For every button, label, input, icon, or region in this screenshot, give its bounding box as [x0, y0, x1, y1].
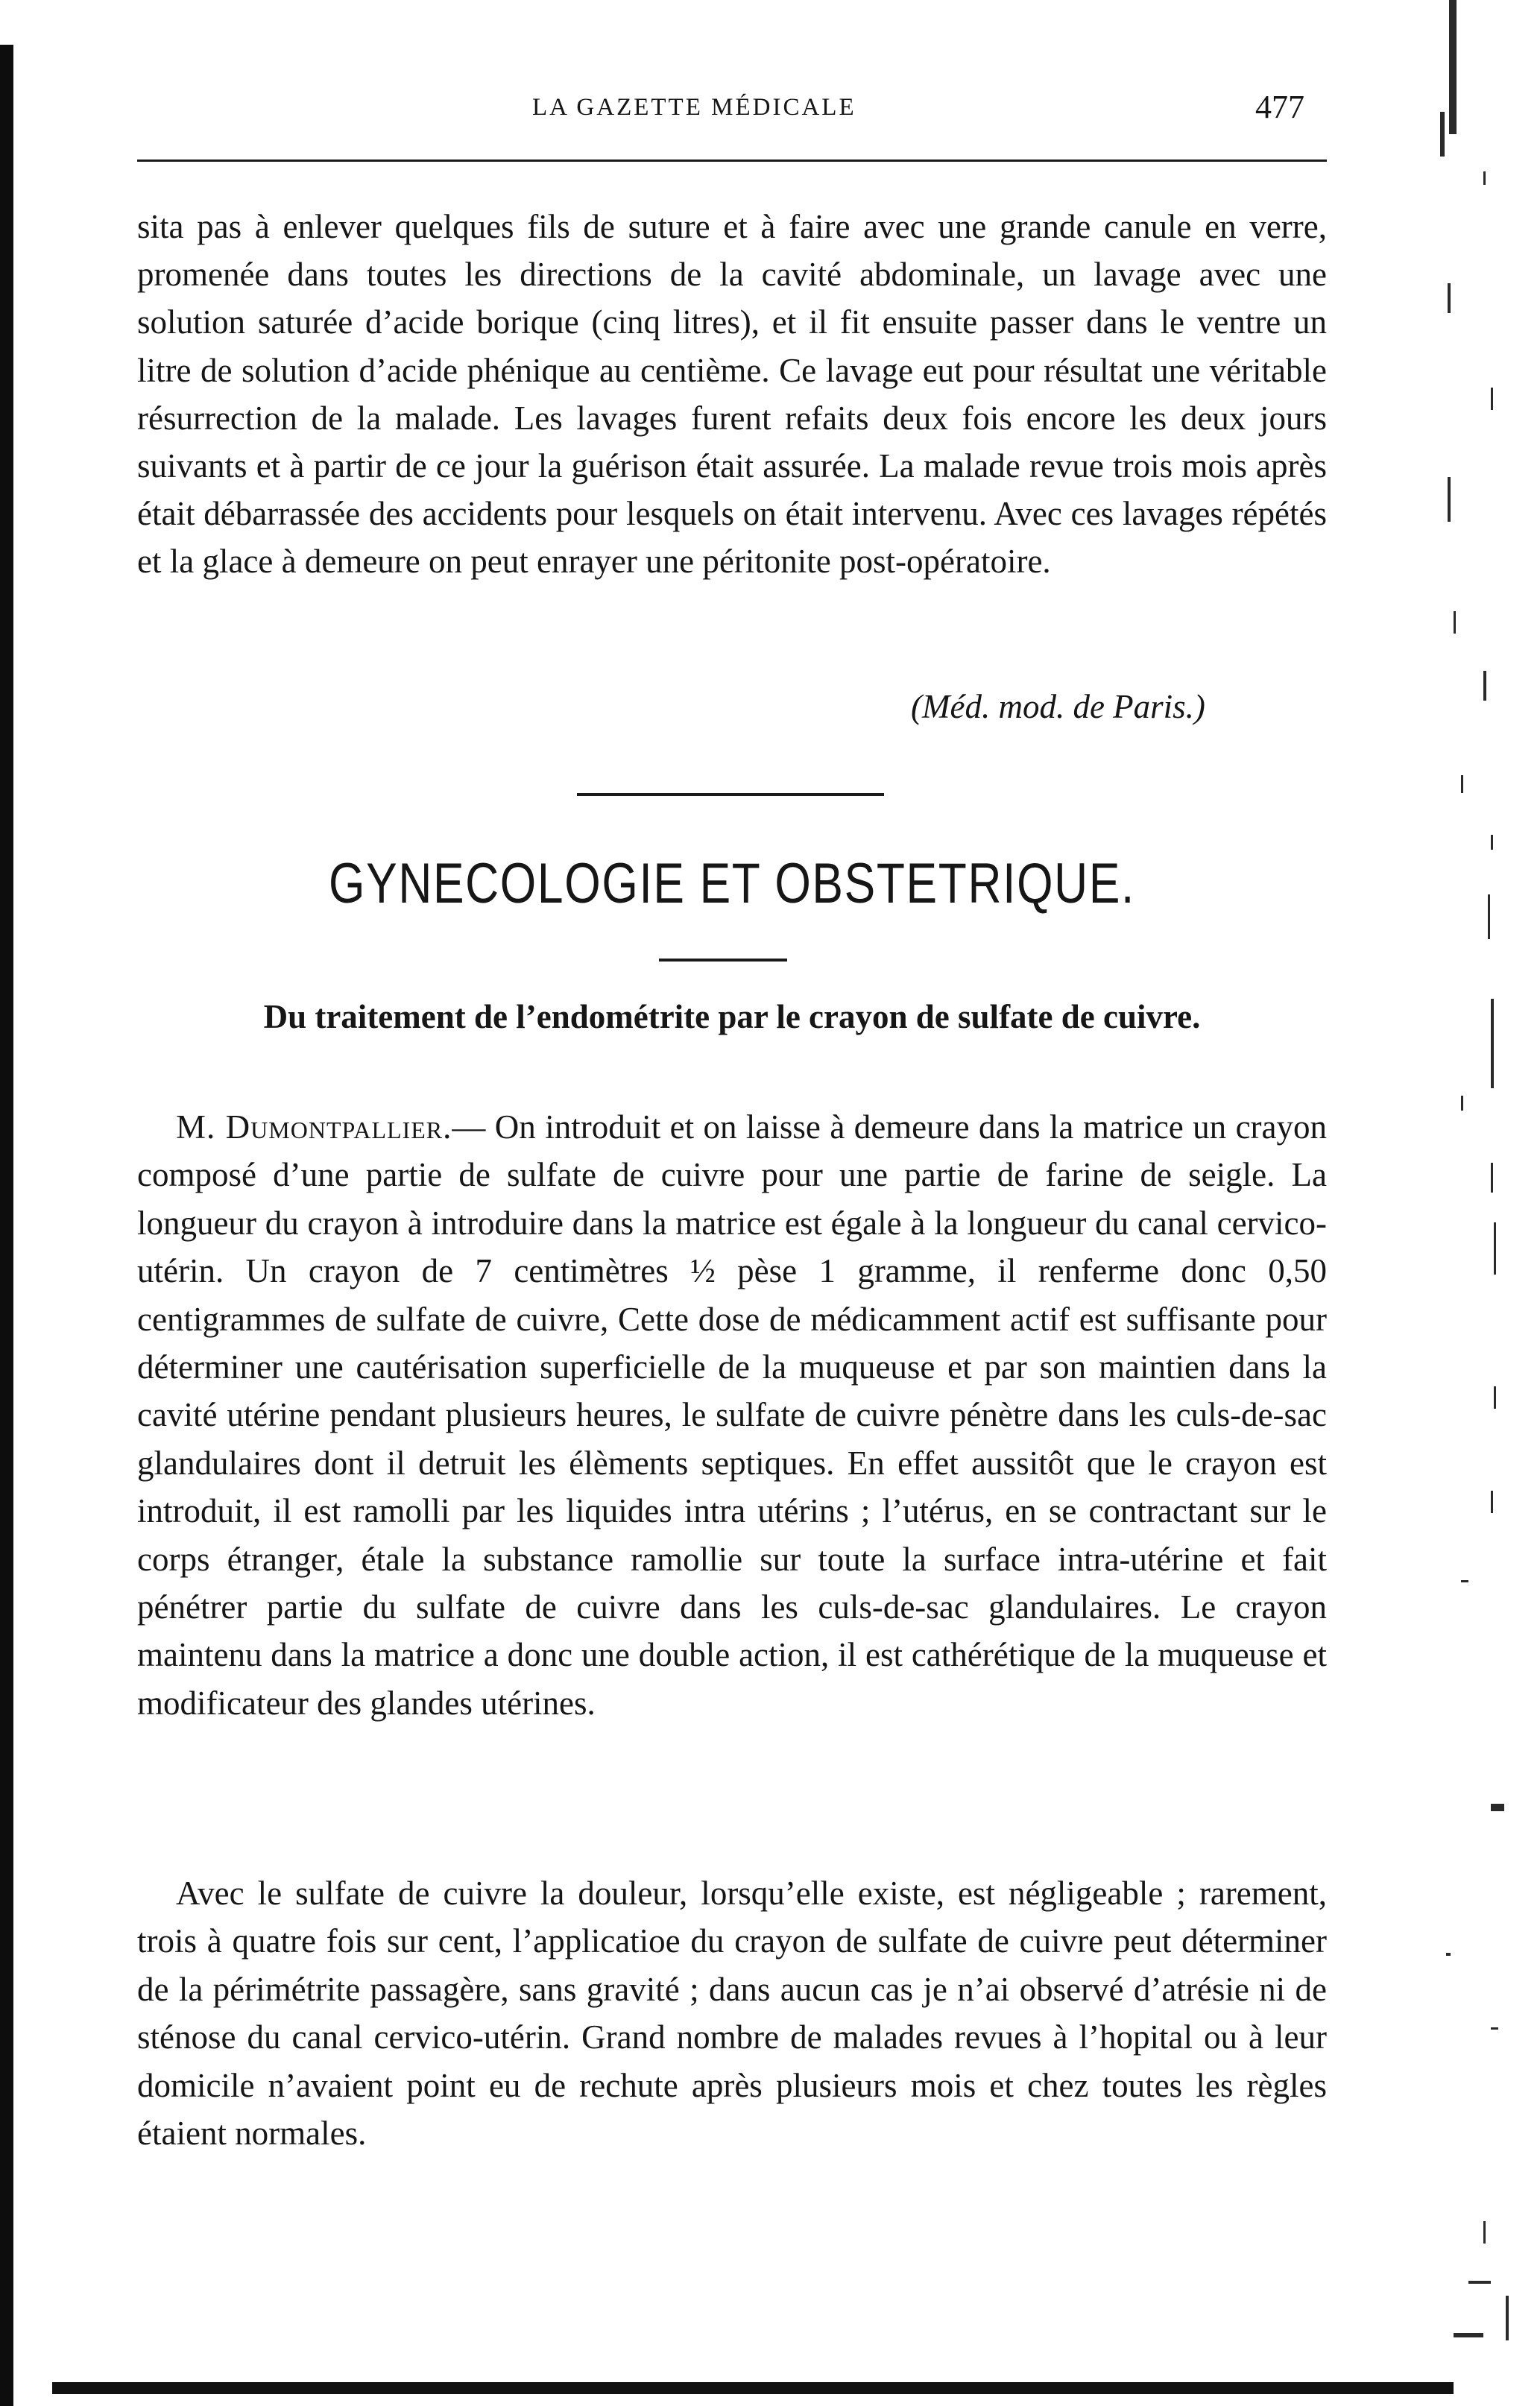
- scan-edge-bottom: [52, 2382, 1454, 2394]
- source-citation: (Méd. mod. de Paris.): [911, 688, 1205, 725]
- header-rule: [137, 160, 1327, 162]
- article-author: M. Dumontpallier.: [176, 1108, 452, 1146]
- article-paragraph-1: [137, 1103, 1327, 1727]
- scan-edge-right: [1439, 0, 1540, 2406]
- section-title: GYNECOLOGIE ET OBSTETRIQUE.: [328, 852, 1135, 915]
- section-divider-bottom: [659, 959, 787, 962]
- article-paragraph-2-text: Avec le sulfate de cuivre la douleur, lorsqu’elle existe, est négligeable ; rarement, trois à quatre fois sur cent, l’applicatioe du crayon de sulfate de cuivre peut déterminer de la périmétrite passagère, sans gravité ; dans aucun cas je n’ai observé d’atrésie ni de sténose du canal cervico-utérin. Grand nombre de malades revues à l’hopital ou à leur domicile n’avaient point eu de rechute après plusieurs mois et chez toutes les règles étaient normales.: [137, 1875, 1327, 2153]
- article-paragraph-1-text: — On introduit et on laisse à demeure dans la matrice un crayon composé d’une partie de sulfate de cuivre pour une partie de farine de seigle. La longueur du crayon à introduire dans la matrice est égale à la longueur du canal cervico-utérin. Un crayon de 7 centimètres ½ pèse 1 gramme, il renferme donc 0,50 centigrammes de sulfate de cuivre, Cette dose de médicamment actif est suffisante pour déterminer une cautérisation superficielle de la muqueuse et par son maintien dans la cavité utérine pendant plusieurs heures, le sulfate de cuivre pénètre dans les culs-de-sac glandulaires dont il detruit les élèments septiques. En effet aussitôt que le crayon est introduit, il est ramolli par les liquides intra utérins ; l’utérus, en se contractant sur le corps étranger, étale la substance ramollie sur toute la surface intra-utérine et fait pénétrer partie du sulfate de cuivre dans les culs-de-sac glandulaires. Le crayon maintenu dans la matrice a donc une double action, il est cathérétique de la muqueuse et modificateur des glandes utérines.: [137, 1108, 1327, 1722]
- intro-paragraph: sita pas à enlever quelques fils de suture et à faire avec une grande canule en verre, promenée dans toutes les directions de la cavité abdominale, un lavage avec une solution saturée d’acide borique (cinq litres), et il fit ensuite passer dans le ventre un litre de solution d’acide phénique au centième. Ce lavage eut pour résultat une véritable résurrection de la malade. Les lavages furent refaits deux fois encore les deux jours suivants et à partir de ce jour la guérison était assurée. La malade revue trois mois après était débarrassée des accidents pour lesquels on était intervenu. Avec ces lavages répétés et la glace à demeure on peut enrayer une péritonite post-opératoire.: [137, 208, 1327, 581]
- scan-edge-left: [0, 45, 13, 2406]
- section-divider-top: [577, 793, 884, 796]
- page-number: 477: [1255, 89, 1304, 125]
- running-header: [137, 88, 1327, 133]
- article-title: Du traitement de l’endométrite par le crayon de sulfate de cuivre.: [263, 998, 1201, 1035]
- article-paragraph-2: [137, 1869, 1327, 2157]
- running-title: LA GAZETTE MÉDICALE: [532, 94, 856, 121]
